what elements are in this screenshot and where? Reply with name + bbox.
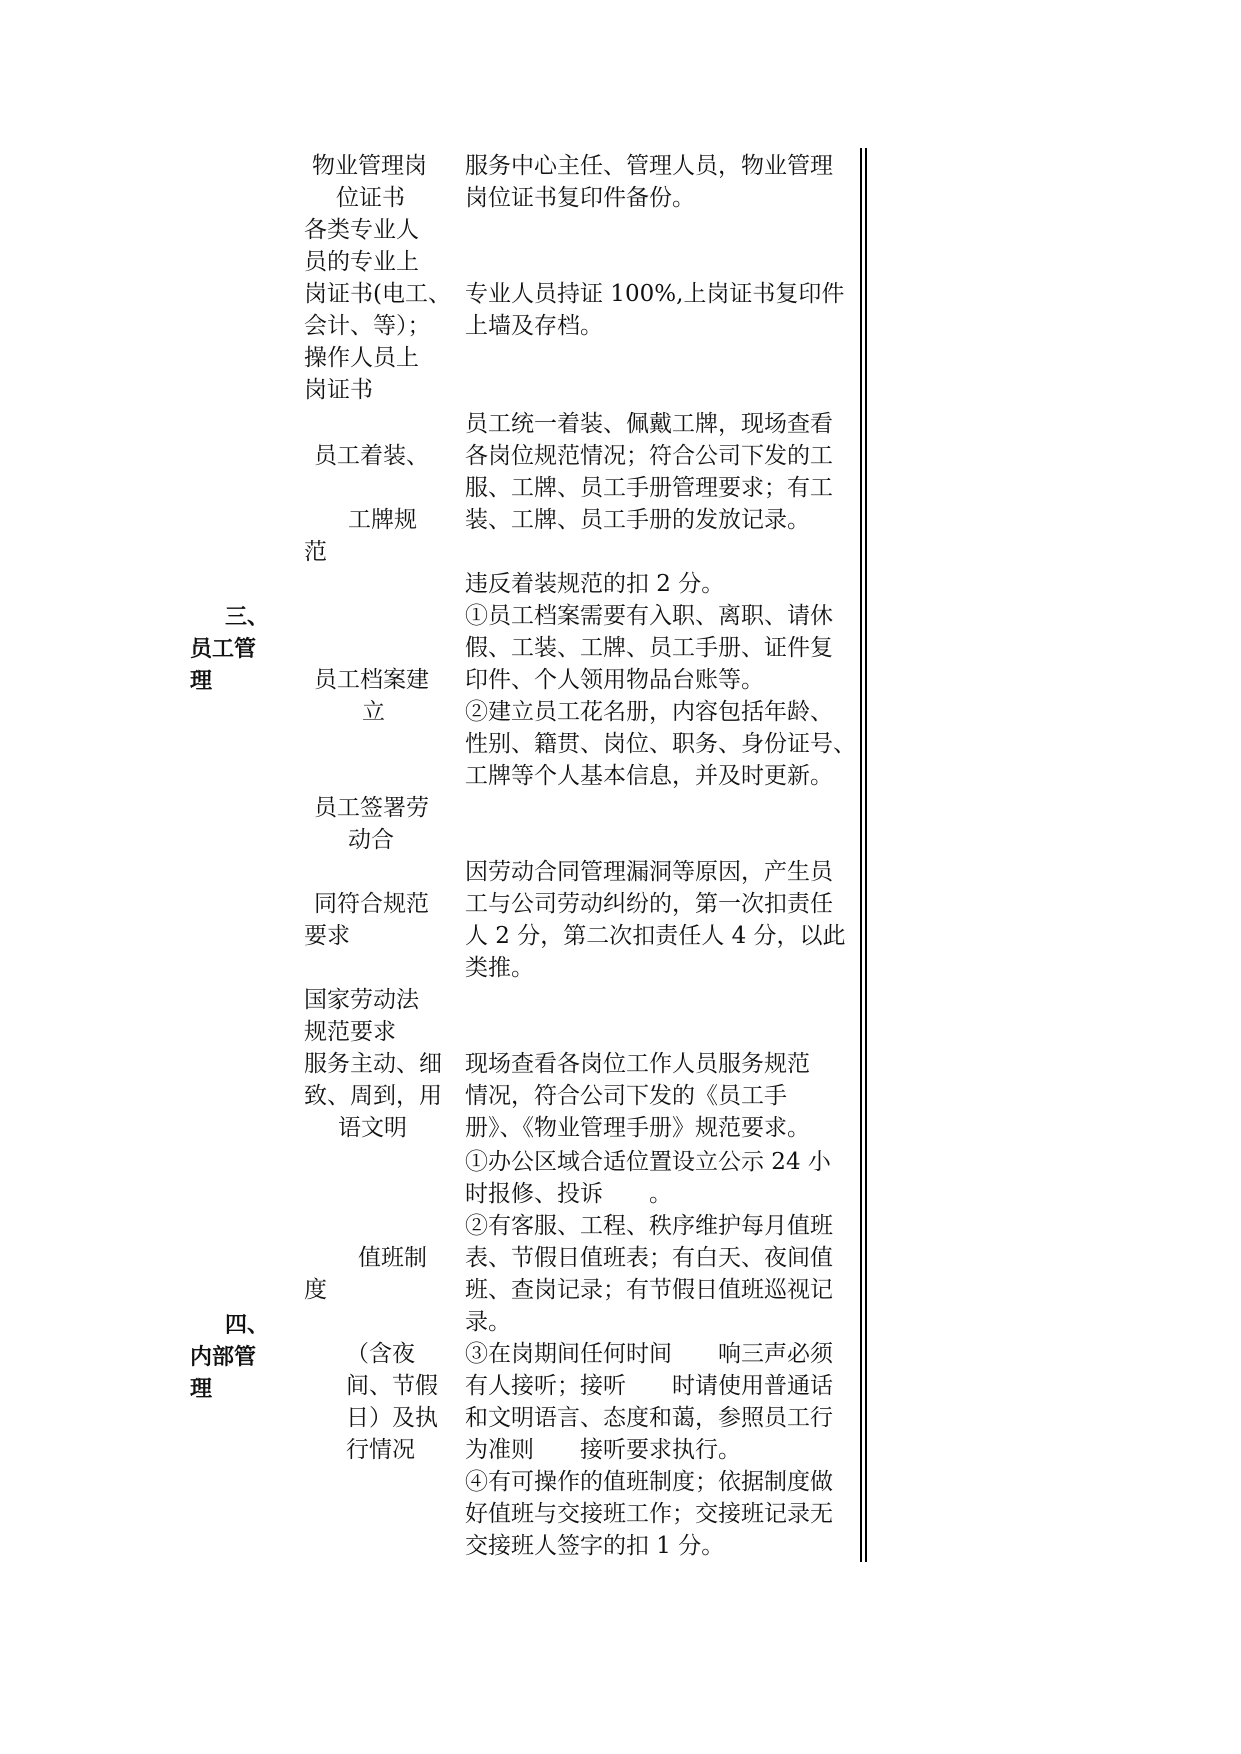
item-uniform-line: 工牌规 xyxy=(348,507,417,533)
standard-duty-line: ④有可操作的值班制度；依据制度做 xyxy=(465,1469,833,1495)
table-right-border-outer xyxy=(865,148,867,1562)
table-right-border-inner xyxy=(860,148,862,1562)
item-special-line: 岗证书 xyxy=(304,377,373,403)
item-duty-line: 日）及执 xyxy=(346,1405,438,1431)
standard-archive-line: 工牌等个人基本信息，并及时更新。 xyxy=(465,763,833,789)
standard-duty-line: 班、查岗记录；有节假日值班巡视记 xyxy=(465,1277,833,1303)
standard-service-line: 情况，符合公司下发的《员工手 xyxy=(465,1083,787,1109)
item-contract-line: 员工签署劳 xyxy=(314,795,429,821)
standard-special-line: 上墙及存档。 xyxy=(465,313,603,339)
item-service-line: 语文明 xyxy=(338,1115,407,1141)
standard-archive-line: ②建立员工花名册，内容包括年龄、 xyxy=(465,699,833,725)
standard-duty-line: 有人接听；接听 时请使用普通话 xyxy=(465,1373,833,1399)
standard-archive-line: ①员工档案需要有入职、离职、请休 xyxy=(465,603,833,629)
standard-duty-line: ①办公区域合适位置设立公示 24 小 xyxy=(465,1149,831,1175)
standard-duty-line: 时报修、投诉 。 xyxy=(465,1181,672,1207)
section-3-title-line2: 理 xyxy=(190,669,213,694)
standard-archive-line: 假、工装、工牌、员工手册、证件复 xyxy=(465,635,833,661)
standard-contract-line: 人 2 分，第二次扣责任人 4 分，以此 xyxy=(465,923,846,949)
item-archive-line: 员工档案建 xyxy=(314,667,429,693)
item-service-line: 致、周到，用 xyxy=(304,1083,442,1109)
standard-duty-line: 录。 xyxy=(465,1309,511,1335)
standard-duty-line: 为准则 接听要求执行。 xyxy=(465,1437,741,1463)
section-3-number: 三、 xyxy=(225,605,270,630)
standard-cert-line: 服务中心主任、管理人员，物业管理 xyxy=(465,153,833,179)
item-contract-line: 国家劳动法 xyxy=(304,987,419,1013)
standard-duty-line: 好值班与交接班工作；交接班记录无 xyxy=(465,1501,833,1527)
standard-duty-line: 交接班人签字的扣 1 分。 xyxy=(465,1533,725,1559)
standard-archive-line: 性别、籍贯、岗位、职务、身份证号、 xyxy=(465,731,856,757)
standard-uniform-line: 各岗位规范情况；符合公司下发的工 xyxy=(465,443,833,469)
item-duty-line: 间、节假 xyxy=(346,1373,438,1399)
section-4-title-line1: 内部管 xyxy=(190,1345,257,1370)
item-special-line: 员的专业上 xyxy=(304,249,419,275)
standard-duty-line: 表、节假日值班表；有白天、夜间值 xyxy=(465,1245,833,1271)
standard-cert-line: 岗位证书复印件备份。 xyxy=(465,185,695,211)
item-special-line: 各类专业人 xyxy=(304,217,419,243)
standard-duty-line: 和文明语言、态度和蔼，参照员工行 xyxy=(465,1405,833,1431)
item-archive-line: 立 xyxy=(362,699,385,725)
item-cert-line: 位证书 xyxy=(336,185,405,211)
standard-service-line: 现场查看各岗位工作人员服务规范 xyxy=(465,1051,810,1077)
item-duty-line: 值班制 xyxy=(358,1245,427,1271)
item-special-line: 操作人员上 xyxy=(304,345,419,371)
item-special-line: 会计、等）； xyxy=(304,313,431,339)
standard-contract-line: 因劳动合同管理漏洞等原因，产生员 xyxy=(465,859,833,885)
standard-special-line: 专业人员持证 100%,上岗证书复印件 xyxy=(465,281,845,307)
item-uniform-line: 员工着装、 xyxy=(314,443,429,469)
item-duty-line: （含夜 xyxy=(346,1341,415,1367)
standard-uniform-line: 违反着装规范的扣 2 分。 xyxy=(465,571,725,597)
item-uniform-line: 范 xyxy=(304,539,327,565)
standard-uniform-line: 装、工牌、员工手册的发放记录。 xyxy=(465,507,810,533)
standard-duty-line: ③在岗期间任何时间 响三声必须 xyxy=(465,1341,833,1367)
section-4-number: 四、 xyxy=(225,1313,270,1338)
standard-archive-line: 印件、个人领用物品台账等。 xyxy=(465,667,764,693)
standard-contract-line: 类推。 xyxy=(465,955,534,981)
item-contract-line: 规范要求 xyxy=(304,1019,396,1045)
item-cert-line: 物业管理岗 xyxy=(312,153,427,179)
section-4-title-line2: 理 xyxy=(190,1377,213,1402)
item-contract-line: 动合 xyxy=(348,827,394,853)
standard-uniform-line: 员工统一着装、佩戴工牌，现场查看 xyxy=(465,411,833,437)
item-duty-line: 行情况 xyxy=(346,1437,415,1463)
standard-duty-line: ②有客服、工程、秩序维护每月值班 xyxy=(465,1213,833,1239)
item-duty-line: 度 xyxy=(304,1277,327,1303)
standard-service-line: 册》、《物业管理手册》规范要求。 xyxy=(465,1115,810,1141)
section-3-title-line1: 员工管 xyxy=(190,637,257,662)
item-contract-line: 同符合规范 xyxy=(314,891,429,917)
item-contract-line: 要求 xyxy=(304,923,350,949)
item-service-line: 服务主动、细 xyxy=(304,1051,442,1077)
item-special-line: 岗证书(电工、 xyxy=(304,281,451,307)
standard-contract-line: 工与公司劳动纠纷的，第一次扣责任 xyxy=(465,891,833,917)
standard-uniform-line: 服、工牌、员工手册管理要求；有工 xyxy=(465,475,833,501)
